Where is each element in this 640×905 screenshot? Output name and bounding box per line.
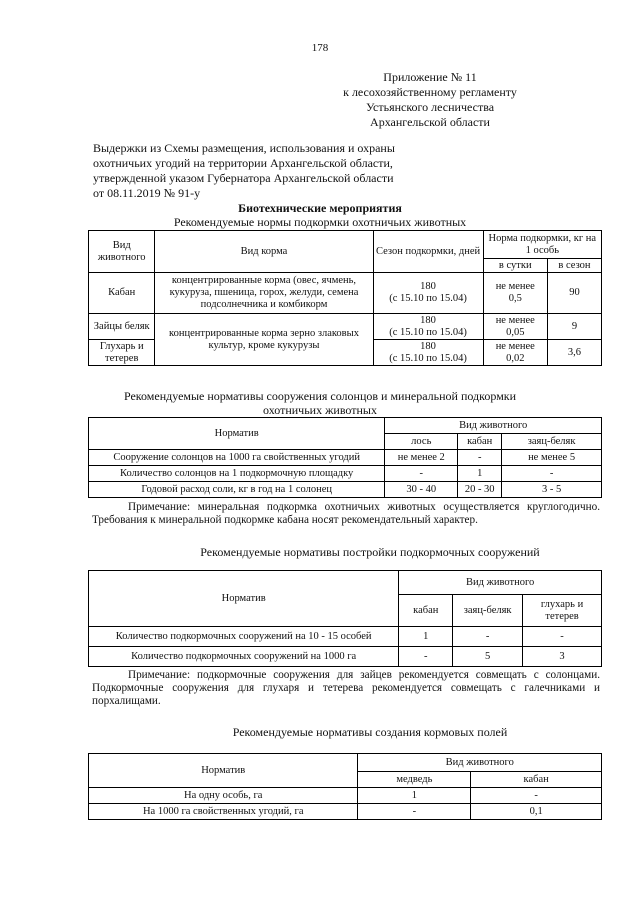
cell-season (373, 314, 483, 340)
cell-season (373, 273, 483, 314)
header-boar: кабан (471, 772, 602, 788)
header-animal-group: Вид животного (385, 418, 602, 434)
cell-season (373, 340, 483, 366)
day-label: не менее (495, 314, 535, 326)
section-title: Биотехнические мероприятия (238, 201, 402, 215)
day-label: не менее (495, 281, 535, 292)
header-norm: Норматив (89, 571, 399, 627)
appendix-line: Архангельской области (370, 115, 490, 129)
page-number: 178 (311, 42, 329, 54)
season-period: (с 15.10 по 15.04) (389, 326, 467, 338)
header-norm: Норма подкормки, кг на 1 особь (483, 231, 601, 259)
day-value: 0,5 (508, 293, 522, 304)
cell-value: - (471, 788, 602, 804)
header-animal-group: Вид животного (399, 571, 602, 595)
cell-name: Годовой расход соли, кг в год на 1 солонец (89, 482, 385, 498)
table-row (89, 627, 602, 647)
cell-feed: концентрированные корма зерно злаковых культур, кроме кукурузы (155, 314, 373, 366)
header-per-season: в сезон (547, 259, 601, 273)
cell-value: - (385, 466, 458, 482)
cell-value: - (502, 466, 602, 482)
cell-name: Количество подкормочных сооружений на 10 - 15 особей (89, 627, 399, 647)
caption-line: Рекомендуемые нормативы сооружения солонцов и минеральной подкормки (123, 389, 517, 403)
table3-note: Примечание: подкормочные сооружения для зайцев рекомендуется совмещать с солонцами. Подкормочные сооружения для глухаря и тетерева рекомендуется совмещать с галечниками и порхалищами. (92, 669, 600, 707)
cell-name: Количество подкормочных сооружений на 1000 га (89, 647, 399, 667)
table-row (89, 647, 602, 667)
season-days: 180 (420, 314, 436, 326)
intro-line: от 08.11.2019 № 91-у (93, 186, 201, 200)
header-norm: Норматив (89, 418, 385, 450)
table-row (89, 450, 602, 466)
cell-name: Сооружение солонцов на 1000 га свойственных угодий (89, 450, 385, 466)
cell-value: - (458, 450, 502, 466)
table-row (89, 482, 602, 498)
cell-name: На одну особь, га (89, 788, 358, 804)
table-row (89, 788, 602, 804)
table-row (89, 466, 602, 482)
cell-value: 1 (358, 788, 471, 804)
feeding-fields-table (88, 753, 602, 820)
appendix-line: Устьянского лесничества (365, 100, 495, 114)
day-value: 0,02 (506, 352, 525, 364)
table-row (89, 314, 602, 340)
cell-value: 5 (453, 647, 523, 667)
cell-value: 30 - 40 (385, 482, 458, 498)
cell-value: не менее 5 (502, 450, 602, 466)
cell-value: 0,1 (471, 804, 602, 820)
cell-value: 1 (458, 466, 502, 482)
cell-value: - (358, 804, 471, 820)
cell-value: - (399, 647, 453, 667)
cell-value: 1 (399, 627, 453, 647)
day-label: не менее (495, 340, 535, 352)
cell-value: - (523, 627, 602, 647)
intro-line: охотничьих угодий на территории Архангельской области, (93, 156, 393, 170)
header-norm: Норматив (89, 754, 358, 788)
table3-caption: Рекомендуемые нормативы постройки подкормочных сооружений (200, 545, 540, 559)
table1-caption: Рекомендуемые нормы подкормки охотничьих животных (173, 215, 467, 229)
cell-value: 3 (523, 647, 602, 667)
header-per-day: в сутки (483, 259, 547, 273)
intro-text (93, 141, 533, 201)
season-days: 180 (420, 281, 436, 292)
cell-animal: Кабан (89, 273, 155, 314)
table-row (89, 273, 602, 314)
table-row (89, 804, 602, 820)
header-season: Сезон подкормки, дней (373, 231, 483, 273)
cell-value: 3 - 5 (502, 482, 602, 498)
header-grouse: глухарь и тетерев (523, 595, 602, 627)
feeding-structures-table (88, 570, 602, 667)
header-animal: Вид животного (89, 231, 155, 273)
appendix-header (300, 70, 560, 130)
header-boar: кабан (399, 595, 453, 627)
header-hare: заяц-беляк (502, 434, 602, 450)
season-period: (с 15.10 по 15.04) (389, 352, 467, 364)
cell-name: Количество солонцов на 1 подкормочную площадку (89, 466, 385, 482)
cell-value: не менее 2 (385, 450, 458, 466)
header-boar: кабан (458, 434, 502, 450)
cell-animal: Глухарь и тетерев (89, 340, 155, 366)
header-hare: заяц-беляк (453, 595, 523, 627)
header-animal-group: Вид животного (358, 754, 602, 772)
cell-per-season: 3,6 (547, 340, 601, 366)
cell-feed: концентрированные корма (овес, ячмень, кукуруза, пшеница, горох, желуди, семена подсолнечника и комбикорм (155, 273, 373, 314)
table2-note: Примечание: минеральная подкормка охотничьих животных осуществляется круглогодично. Требования к минеральной подкормке кабана носят рекомендательный характер. (92, 501, 600, 526)
cell-value: - (453, 627, 523, 647)
table2-caption (0, 389, 640, 417)
header-feed: Вид корма (155, 231, 373, 273)
day-value: 0,05 (506, 326, 525, 338)
header-elk: лось (385, 434, 458, 450)
cell-value: 20 - 30 (458, 482, 502, 498)
cell-name: На 1000 га свойственных угодий, га (89, 804, 358, 820)
intro-line: Выдержки из Схемы размещения, использования и охраны (93, 141, 395, 155)
feeding-norms-table (88, 230, 602, 366)
cell-animal: Зайцы беляк (89, 314, 155, 340)
appendix-line: к лесохозяйственному регламенту (343, 85, 517, 99)
cell-per-season: 90 (547, 273, 601, 314)
table4-caption: Рекомендуемые нормативы создания кормовых полей (232, 725, 508, 739)
cell-per-day (483, 314, 547, 340)
salt-licks-table (88, 417, 602, 498)
cell-per-season: 9 (547, 314, 601, 340)
cell-per-day (483, 273, 547, 314)
cell-per-day (483, 340, 547, 366)
season-period: (с 15.10 по 15.04) (389, 293, 467, 304)
intro-line: утвержденной указом Губернатора Архангельской области (93, 171, 394, 185)
season-days: 180 (420, 340, 436, 352)
appendix-line: Приложение № 11 (383, 70, 477, 84)
header-bear: медведь (358, 772, 471, 788)
caption-line: охотничьих животных (263, 403, 377, 417)
